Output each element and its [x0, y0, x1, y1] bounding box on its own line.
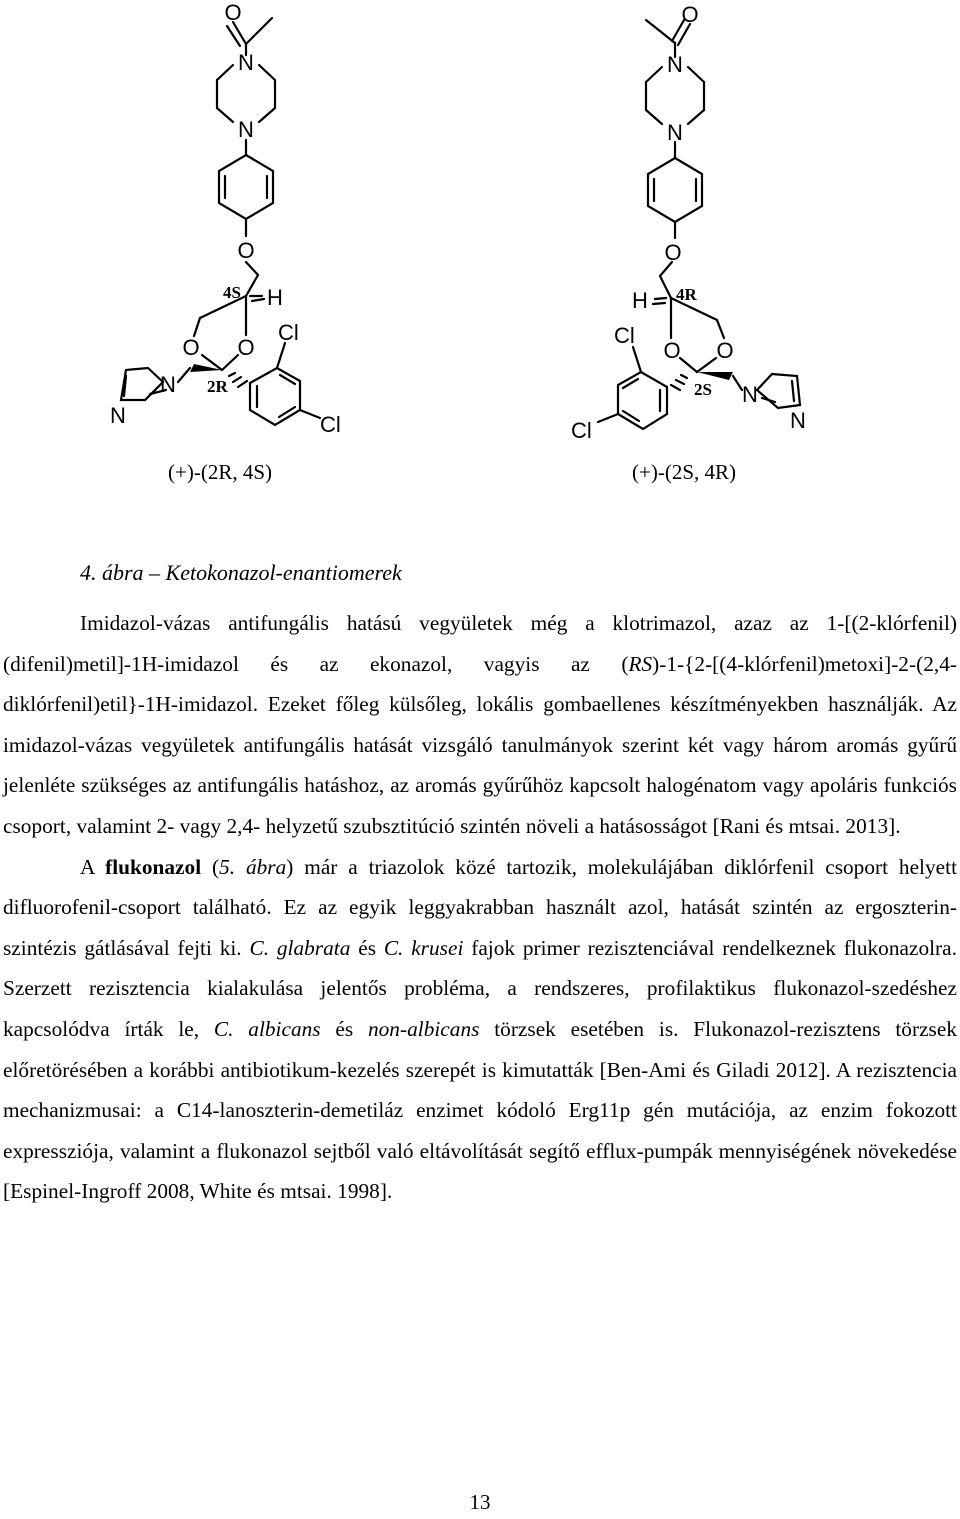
stereo-label-4: 4S: [223, 283, 241, 302]
left-molecule: [110, 0, 341, 437]
left-enantiomer-label: (+)-(2R, 4S): [168, 460, 272, 484]
text-italic: C. krusei: [383, 935, 464, 960]
text-run: és: [320, 1016, 368, 1041]
text-run: ) már a triazolok közé tartozik, molekulájában diklórfenil csoport helyett difluorofenil-csoport található. Ez az egyik leggyakrabban használt azol, hatását szintén az ergoszterin-szintézis gátlásával fejti ki.: [3, 854, 958, 960]
atom-o-carbonyl: O: [224, 0, 242, 25]
text-italic: non-albicans: [367, 1016, 480, 1041]
atom-h: H: [267, 285, 283, 310]
atom-o-ether: O: [664, 240, 682, 265]
atom-o-ring-left: O: [182, 335, 200, 360]
text-italic: RS: [628, 651, 653, 676]
atom-h: H: [632, 288, 648, 313]
atom-o-carbonyl: O: [681, 2, 699, 27]
figure-caption: 4. ábra – Ketokonazol-enantiomerek: [80, 560, 402, 585]
atom-n-imidazole-1: N: [160, 372, 176, 397]
atom-n-imidazole-2: N: [110, 403, 126, 428]
atom-cl-para: Cl: [320, 412, 341, 437]
ketoconazole-enantiomers-figure: [0, 0, 960, 560]
atom-cl-para: Cl: [571, 418, 592, 443]
text-run: A: [80, 854, 106, 879]
atom-n-top: N: [238, 50, 254, 75]
structure-drawing: [0, 0, 960, 560]
stereo-label-2: 2S: [694, 380, 712, 399]
atom-cl-ortho: Cl: [614, 323, 635, 348]
atom-o-ether: O: [237, 238, 255, 263]
atom-o-ring-left: O: [663, 338, 681, 363]
right-enantiomer-label: (+)-(2S, 4R): [632, 460, 736, 484]
atom-n-imidazole-2: N: [790, 408, 806, 433]
text-run: )-1-{2-[(4-klórfenil)metoxi]-2-(2,4-diklórfenil)etil}-1H-imidazol. Ezeket főleg külsőleg, lokális gombaellenes készítményekben használják. Az imidazol-vázas vegyületek antifungális hatását vizsgáló tanulmányok szerint két vagy három aromás gyűrű jelenléte szükséges az antifungális hatáshoz, az aromás gyűrűhöz kapcsolt halogénatom vagy apoláris funkciós csoport, valamint 2- vagy 2,4- helyzetű szubsztitúció szintén növeli a hatásosságot [Rani és mtsai. 2013].: [3, 651, 957, 838]
text-run: (: [201, 854, 220, 879]
atom-o-ring-right: O: [237, 335, 255, 360]
atom-o-ring-right: O: [716, 338, 734, 363]
text-italic: C. albicans: [213, 1016, 321, 1041]
text-italic: C. glabrata: [249, 935, 351, 960]
atom-n-bottom: N: [238, 117, 254, 142]
atom-cl-ortho: Cl: [278, 320, 299, 345]
paragraph-fluconazole: [3, 847, 957, 1212]
stereo-label-4: 4R: [676, 285, 697, 304]
text-run: és: [350, 935, 384, 960]
stereo-label-2: 2R: [207, 377, 228, 396]
body-text: [3, 603, 957, 1212]
text-run: fajok primer rezisztenciával rendelkeznek flukonazolra. Szerzett rezisztencia kialakulása jelentős probléma, a rendszeres, profilaktikus flukonazol-szedéshez kapcsolódva írták le,: [3, 935, 957, 1041]
page-number: 13: [469, 1490, 491, 1514]
atom-n-top: N: [667, 52, 683, 77]
text-run: törzsek esetében is. Flukonazol-rezisztens törzsek előretörésében a korábbi antibiotikum-kezelés szerepét is kimutatták [Ben-Ami és Giladi 2012]. A rezisztencia mechanizmusai: a C14-lanoszterin-demetiláz enzimet kódoló Erg11p gén mutációja, az enzim fokozott expressziója, valamint a flukonazol sejtből való eltávolítását segítő efflux-pumpák mennyiségének növekedése [Espinel-Ingroff 2008, White és mtsai. 1998].: [3, 1016, 957, 1204]
paragraph-imidazoles: [3, 603, 957, 847]
text-run: Imidazol-vázas antifungális hatású vegyületek még a klotrimazol, azaz az 1-[(2-klórfenil)(difenil)metil]-1H-imidazol és az ekonazol, vagyis az (: [3, 611, 957, 676]
text-bold: flukonazol: [105, 854, 202, 879]
text-italic: 5. ábra: [219, 854, 287, 879]
right-molecule: [571, 2, 806, 443]
atom-n-imidazole-1: N: [742, 382, 758, 407]
atom-n-bottom: N: [667, 120, 683, 145]
